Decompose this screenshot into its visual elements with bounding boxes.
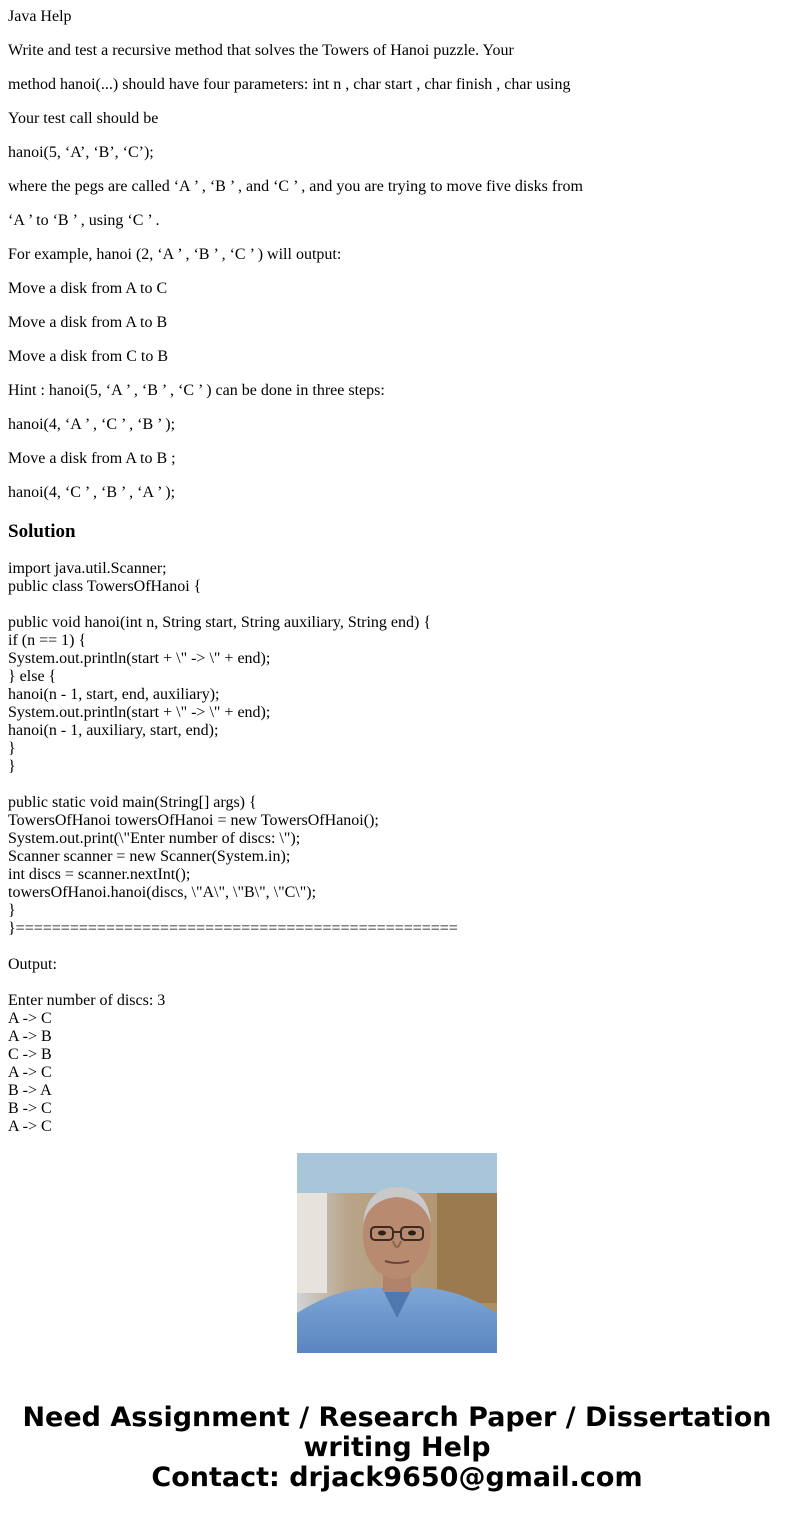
code-line: A -> C [8, 1064, 52, 1081]
code-line: } [8, 740, 16, 757]
question-paragraph: hanoi(4, ‘C ’ , ‘B ’ , ‘A ’ ); [8, 484, 176, 501]
promo-line-2: writing Help [303, 1432, 491, 1463]
question-paragraph: ‘A ’ to ‘B ’ , using ‘C ’ . [8, 212, 160, 229]
code-line: towersOfHanoi.hanoi(discs, \"A\", \"B\", \"C\"); [8, 884, 317, 901]
code-line: B -> A [8, 1082, 52, 1099]
code-line [8, 974, 788, 992]
code-line: Enter number of discs: 3 [8, 992, 166, 1009]
code-line: public class TowersOfHanoi { [8, 578, 202, 595]
page-title: Java Help [8, 8, 72, 25]
code-line: A -> B [8, 1028, 52, 1045]
code-line: public void hanoi(int n, String start, String auxiliary, String end) { [8, 614, 432, 631]
code-line: A -> C [8, 1010, 52, 1027]
code-line: System.out.println(start + \" -> \" + end); [8, 650, 271, 667]
code-line: TowersOfHanoi towersOfHanoi = new TowersOfHanoi(); [8, 812, 379, 829]
code-line: Scanner scanner = new Scanner(System.in); [8, 848, 291, 865]
code-line: } [8, 902, 16, 919]
code-line [8, 938, 788, 956]
promo-banner [0, 1403, 794, 1493]
question-paragraph: hanoi(4, ‘A ’ , ‘C ’ , ‘B ’ ); [8, 416, 176, 433]
solution-code [8, 560, 788, 1135]
code-line: System.out.println(start + \" -> \" + end); [8, 704, 271, 721]
code-line: public static void main(String[] args) { [8, 794, 257, 811]
question-paragraph: where the pegs are called ‘A ’ , ‘B ’ , and ‘C ’ , and you are trying to move five disks from [8, 178, 583, 195]
solution-heading: Solution [8, 521, 76, 542]
code-line: C -> B [8, 1046, 52, 1063]
question-paragraph: For example, hanoi (2, ‘A ’ , ‘B ’ , ‘C ’ ) will output: [8, 246, 342, 263]
author-avatar [297, 1153, 497, 1353]
code-line [8, 776, 788, 794]
question-paragraph: method hanoi(...) should have four parameters: int n , char start , char finish , char using [8, 76, 571, 93]
code-line: } [8, 758, 16, 775]
question-paragraph: hanoi(5, ‘A’, ‘B’, ‘C’); [8, 144, 154, 161]
question-paragraph: Move a disk from A to B ; [8, 450, 176, 467]
code-line: hanoi(n - 1, auxiliary, start, end); [8, 722, 219, 739]
code-line: if (n == 1) { [8, 632, 87, 649]
question-paragraph: Write and test a recursive method that solves the Towers of Hanoi puzzle. Your [8, 42, 514, 59]
code-line: System.out.print(\"Enter number of discs: \"); [8, 830, 301, 847]
question-paragraph: Hint : hanoi(5, ‘A ’ , ‘B ’ , ‘C ’ ) can be done in three steps: [8, 382, 385, 399]
question-paragraph: Move a disk from C to B [8, 348, 168, 365]
code-line: A -> C [8, 1118, 52, 1135]
code-line: } else { [8, 668, 57, 685]
question-paragraph: Move a disk from A to C [8, 280, 168, 297]
promo-contact: Contact: drjack9650@gmail.com [151, 1462, 643, 1493]
question-paragraph: Move a disk from A to B [8, 314, 168, 331]
code-line: }================================================= [8, 920, 458, 937]
code-line: import java.util.Scanner; [8, 560, 167, 577]
code-line: hanoi(n - 1, start, end, auxiliary); [8, 686, 220, 703]
code-line: Output: [8, 956, 57, 973]
code-line [8, 596, 788, 614]
promo-line-1: Need Assignment / Research Paper / Dissertation [22, 1402, 772, 1433]
code-line: int discs = scanner.nextInt(); [8, 866, 191, 883]
code-line: B -> C [8, 1100, 52, 1117]
question-paragraph: Your test call should be [8, 110, 159, 127]
